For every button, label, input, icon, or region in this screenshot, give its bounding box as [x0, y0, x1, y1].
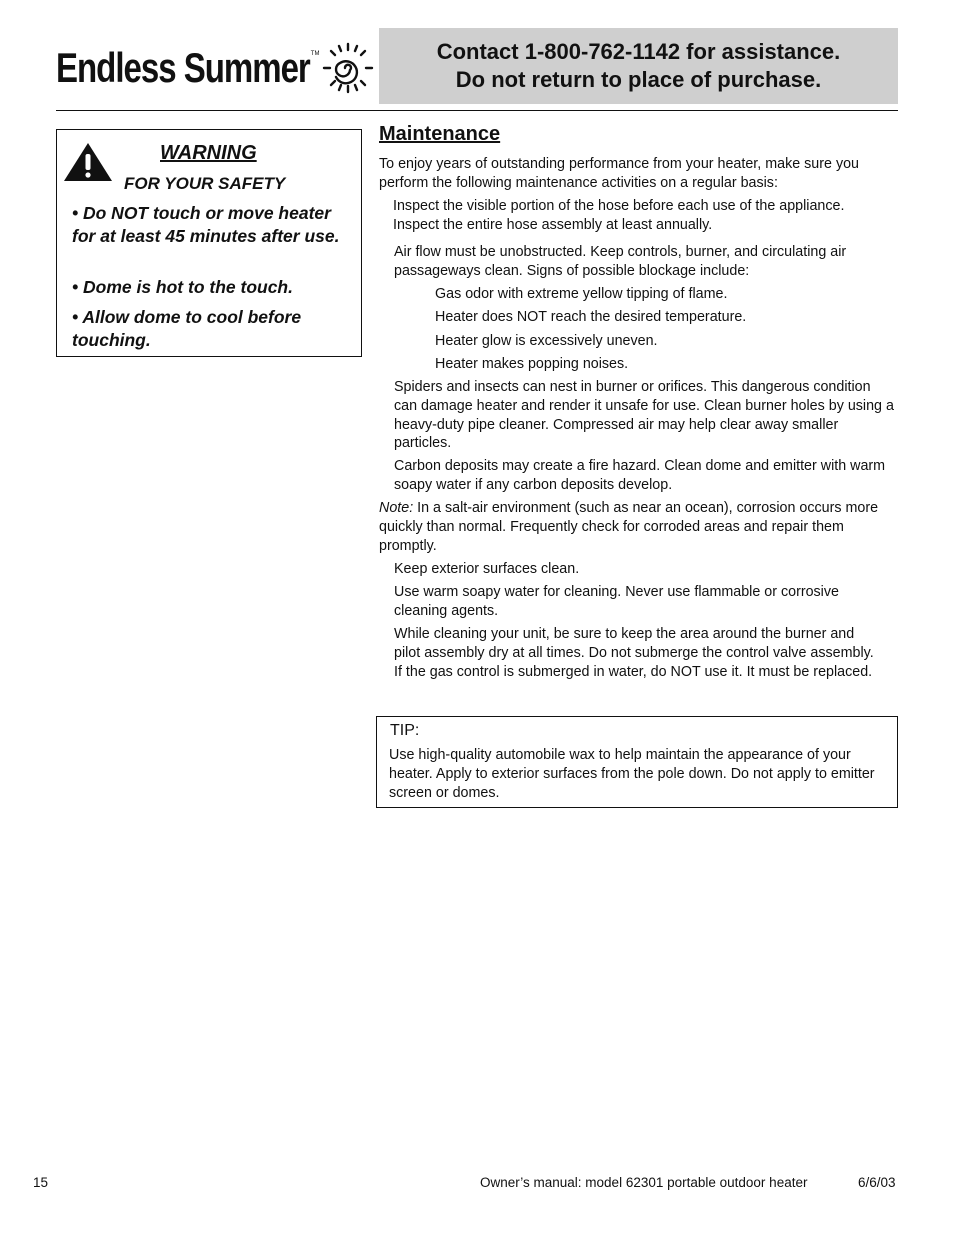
- salt-air-note: [379, 499, 895, 555]
- maintenance-intro: To enjoy years of outstanding performance from your heater, make sure you perform the following maintenance activities on a regular basis:: [379, 156, 859, 191]
- page-number: 15: [33, 1175, 49, 1190]
- tip-box: [376, 716, 898, 808]
- warning-title: WARNING: [160, 142, 257, 164]
- warning-triangle-icon: [63, 142, 113, 182]
- contact-line-2: Do not return to place of purchase.: [455, 67, 822, 92]
- blockage-sign: Heater glow is excessively uneven.: [435, 333, 658, 349]
- maintenance-heading: Maintenance: [379, 123, 501, 145]
- logo-trademark: TM: [310, 51, 320, 57]
- warning-bullet: • Dome is hot to the touch.: [72, 277, 293, 297]
- sun-swirl-icon: [321, 41, 375, 95]
- blockage-sign: Heater does NOT reach the desired temperature.: [435, 309, 747, 325]
- warning-bullet: • Allow dome to cool before touching.: [72, 307, 302, 350]
- soapy-water-text: Use warm soapy water for cleaning. Never use flammable or corrosive cleaning agents.: [394, 584, 839, 619]
- warning-bullet: • Do NOT touch or move heater for at least 45 minutes after use.: [72, 203, 340, 246]
- warning-box: [56, 129, 362, 357]
- blockage-sign: Heater makes popping noises.: [435, 356, 629, 372]
- note-label: Note:: [379, 500, 414, 516]
- logo-text: Endless Summer: [56, 44, 310, 91]
- contact-line-1: Contact 1-800-762-1142 for assistance.: [436, 39, 841, 64]
- blockage-sign: Gas odor with extreme yellow tipping of flame.: [435, 286, 728, 302]
- hose-inspection-text: Inspect the visible portion of the hose before each use of the appliance. Inspect the entire hose assembly at least annually.: [393, 198, 845, 233]
- tip-text: Use high-quality automobile wax to help maintain the appearance of your heater. Apply to exterior surfaces from the pole down. Do not apply to emitter screen or domes.: [389, 747, 875, 801]
- contact-banner: [379, 28, 898, 104]
- airflow-text: Air flow must be unobstructed. Keep controls, burner, and circulating air passageways clean. Signs of possible blockage include:: [394, 244, 847, 279]
- brand-logo: [56, 40, 375, 96]
- carbon-text: Carbon deposits may create a fire hazard. Clean dome and emitter with warm soapy water if any carbon deposits develop.: [394, 458, 886, 493]
- tip-label: TIP:: [390, 722, 420, 739]
- footer-date: 6/6/03: [858, 1175, 896, 1190]
- exterior-text: Keep exterior surfaces clean.: [394, 561, 580, 577]
- note-text: In a salt-air environment (such as near an ocean), corrosion occurs more quickly than normal. Frequently check for corroded areas and repair them promptly.: [379, 500, 879, 554]
- spiders-text: Spiders and insects can nest in burner or orifices. This dangerous condition can damage heater and render it unsafe for use. Clean burner holes by using a heavy-duty pipe cleaner. Compressed air may help clear away smaller particles.: [394, 379, 894, 452]
- header-divider: [56, 110, 898, 111]
- footer-manual-title: Owner’s manual: model 62301 portable outdoor heater: [480, 1175, 808, 1190]
- keep-dry-text: While cleaning your unit, be sure to keep the area around the burner and pilot assembly dry at all times. Do not submerge the control valve assembly. If the gas control is submerged in water, do NOT use it. It must be replaced.: [394, 626, 874, 680]
- warning-subtitle: FOR YOUR SAFETY: [124, 174, 286, 193]
